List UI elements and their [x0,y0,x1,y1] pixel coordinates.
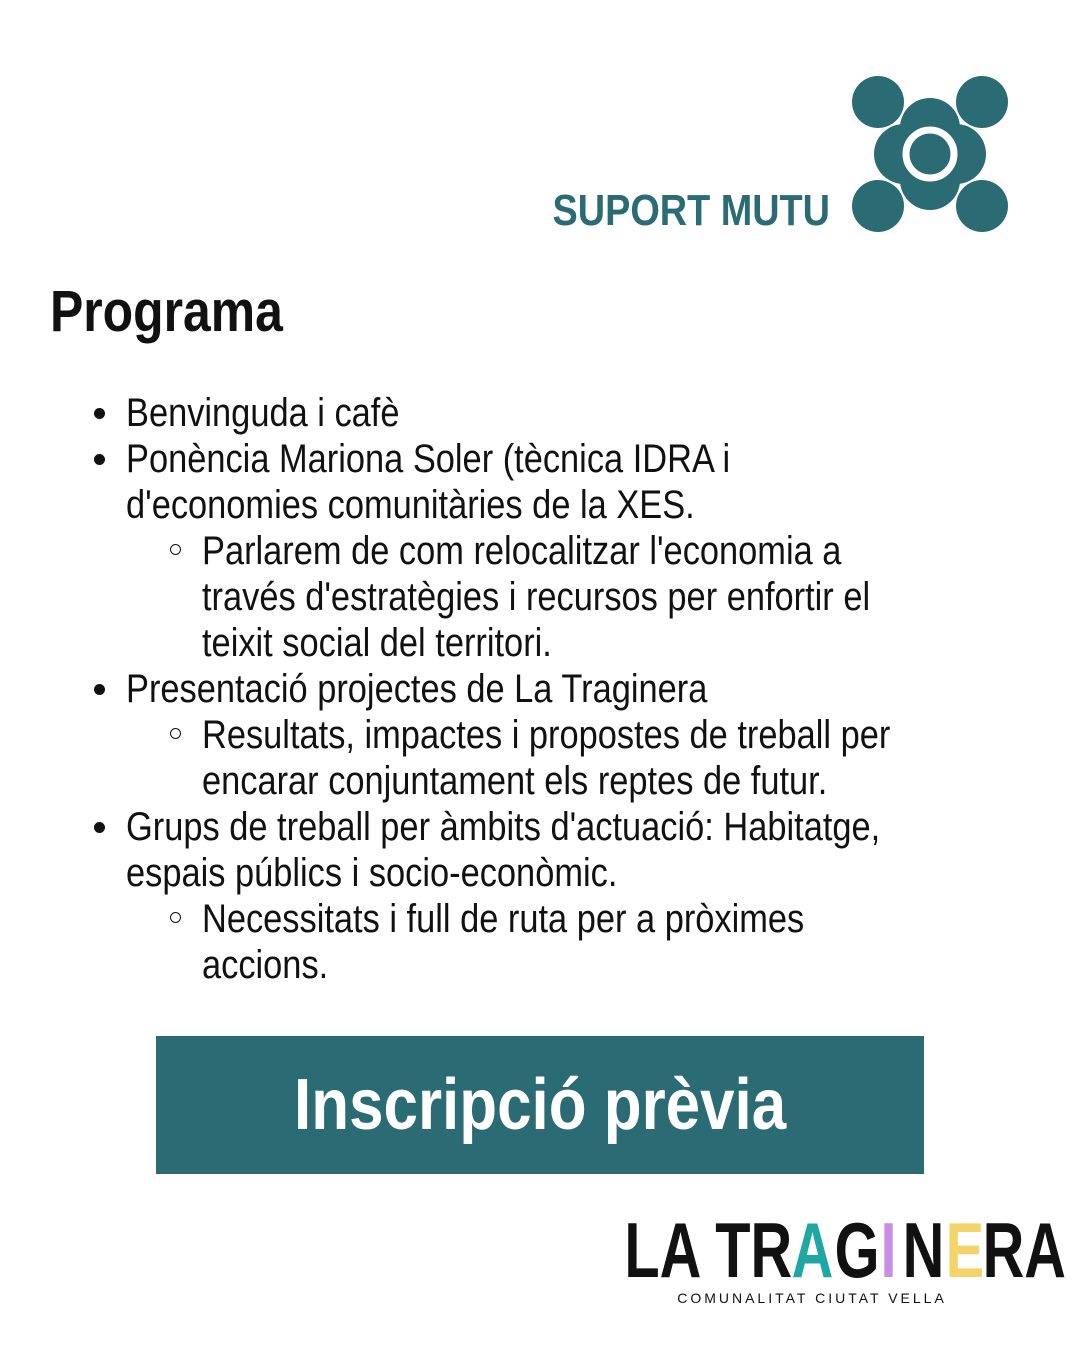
sub-item-line: teixit social del territori. [202,621,552,665]
brand-tagline: COMUNALITAT CIUTAT VELLA [677,1290,947,1306]
sub-list-item [202,528,1026,666]
brand-letter-a: A [791,1206,834,1295]
list-item-text-cont: espais públics i socio-econòmic. [126,851,618,895]
network-circles-icon [852,76,1008,232]
brand-letter-e: E [945,1206,985,1295]
registration-button-label: Inscripció prèvia [293,1065,787,1145]
sub-item-line: Necessitats i full de ruta per a pròximes [202,897,805,941]
brand-letter-n: N [902,1206,945,1295]
sub-item-line: través d'estratègies i recursos per enfortir el [202,575,871,619]
program-list [126,390,1026,988]
brand-letter-g: G [834,1206,880,1295]
sub-list-item [202,896,1026,988]
list-item-text: Grups de treball per àmbits d'actuació: Habitatge, [126,805,881,849]
list-item-text: Benvinguda i cafè [126,391,400,435]
list-item-text: Ponència Mariona Soler (tècnica IDRA i [126,437,731,481]
sub-item-line: Parlarem de com relocalitzar l'economia a [202,529,842,573]
list-item [126,436,1026,528]
brand-text-left: LA TR [624,1206,793,1295]
sub-item-line: Resultats, impactes i propostes de treball per [202,713,891,757]
list-item [126,390,1026,436]
sub-list-item [202,712,1026,804]
list-item-text-cont: d'economies comunitàries de la XES. [126,483,695,527]
brand-letter-i: I [880,1206,897,1295]
sub-item-line: encarar conjuntament els reptes de futur. [202,759,828,803]
list-item-text: Presentació projectes de La Traginera [126,667,708,711]
page-title: Programa [50,279,283,344]
list-item [126,666,1026,712]
list-item [126,804,1026,896]
brand-text-right: RA [982,1206,1066,1295]
registration-button[interactable] [156,1036,924,1174]
sub-item-line: accions. [202,943,329,987]
header-tag: SUPORT MUTU [552,186,830,235]
